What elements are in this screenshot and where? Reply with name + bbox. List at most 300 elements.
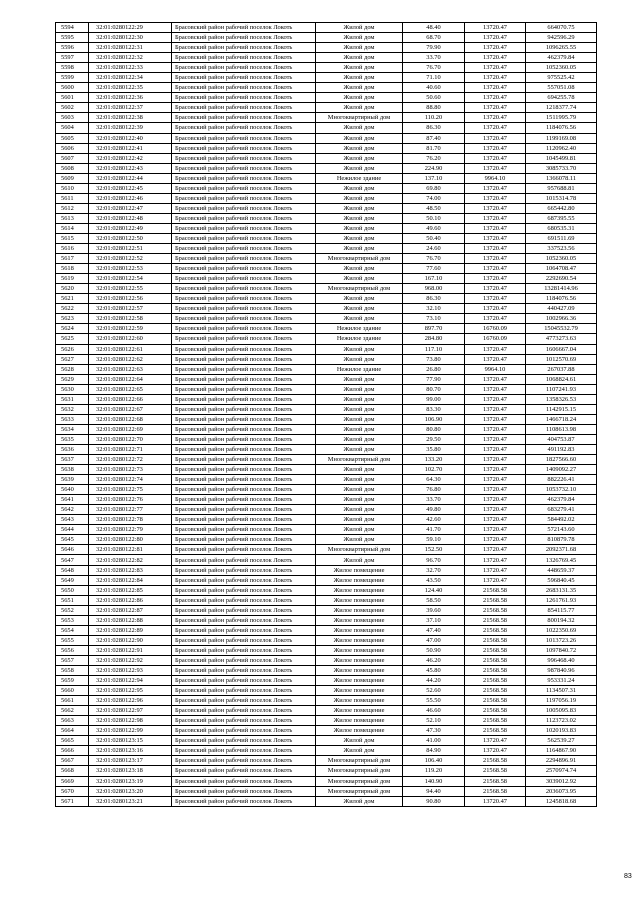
table-row (56, 786, 597, 796)
row-number-cell: 5607 (56, 153, 89, 163)
cadastral-value-cell: 1827566.60 (526, 455, 597, 465)
cadastral-value-cell: 1261761.93 (526, 595, 597, 605)
address-cell: Брасовский район рабочий поселок Локоть (172, 314, 316, 324)
specific-value-cell: 21568.58 (465, 726, 526, 736)
object-type-cell: Жилой дом (316, 374, 403, 384)
table-row (56, 736, 597, 746)
object-type-cell: Жилое помещение (316, 605, 403, 615)
area-cell: 71.10 (403, 73, 465, 83)
table-row (56, 545, 597, 555)
row-number-cell: 5609 (56, 173, 89, 183)
address-cell: Брасовский район рабочий поселок Локоть (172, 424, 316, 434)
specific-value-cell: 13720.47 (465, 244, 526, 254)
row-number-cell: 5669 (56, 776, 89, 786)
specific-value-cell: 13720.47 (465, 213, 526, 223)
area-cell: 50.90 (403, 645, 465, 655)
cadastral-value-cell: 1005095.83 (526, 706, 597, 716)
cadastral-value-cell: 15045532.79 (526, 324, 597, 334)
cadastral-number-cell: 32:01:0280122:98 (89, 716, 172, 726)
row-number-cell: 5613 (56, 213, 89, 223)
cadastral-number-cell: 32:01:0280122:89 (89, 625, 172, 635)
address-cell: Брасовский район рабочий поселок Локоть (172, 655, 316, 665)
specific-value-cell: 13720.47 (465, 414, 526, 424)
area-cell: 80.70 (403, 384, 465, 394)
object-type-cell: Многоквартирный дом (316, 766, 403, 776)
specific-value-cell: 13720.47 (465, 796, 526, 806)
address-cell: Брасовский район рабочий поселок Локоть (172, 404, 316, 414)
area-cell: 40.60 (403, 83, 465, 93)
address-cell: Брасовский район рабочий поселок Локоть (172, 696, 316, 706)
cadastral-value-cell: 584492.02 (526, 515, 597, 525)
row-number-cell: 5615 (56, 233, 89, 243)
cadastral-value-cell: 1045499.81 (526, 153, 597, 163)
row-number-cell: 5604 (56, 123, 89, 133)
specific-value-cell: 13720.47 (465, 73, 526, 83)
area-cell: 39.60 (403, 605, 465, 615)
address-cell: Брасовский район рабочий поселок Локоть (172, 545, 316, 555)
table-row (56, 686, 597, 696)
specific-value-cell: 13720.47 (465, 304, 526, 314)
table-row (56, 746, 597, 756)
cadastral-number-cell: 32:01:0280122:81 (89, 545, 172, 555)
object-type-cell: Жилой дом (316, 495, 403, 505)
specific-value-cell: 21568.58 (465, 696, 526, 706)
table-row (56, 716, 597, 726)
address-cell: Брасовский район рабочий поселок Локоть (172, 716, 316, 726)
object-type-cell: Жилой дом (316, 485, 403, 495)
specific-value-cell: 21568.58 (465, 676, 526, 686)
row-number-cell: 5644 (56, 525, 89, 535)
specific-value-cell: 13720.47 (465, 465, 526, 475)
address-cell: Брасовский район рабочий поселок Локоть (172, 535, 316, 545)
row-number-cell: 5601 (56, 93, 89, 103)
object-type-cell: Жилой дом (316, 525, 403, 535)
cadastral-value-cell: 462379.84 (526, 53, 597, 63)
area-cell: 47.40 (403, 625, 465, 635)
table-row (56, 384, 597, 394)
row-number-cell: 5629 (56, 374, 89, 384)
area-cell: 77.60 (403, 264, 465, 274)
cadastral-number-cell: 32:01:0280123:17 (89, 756, 172, 766)
specific-value-cell: 13720.47 (465, 43, 526, 53)
object-type-cell: Жилой дом (316, 223, 403, 233)
area-cell: 133.20 (403, 455, 465, 465)
cadastral-value-cell: 1022350.69 (526, 625, 597, 635)
row-number-cell: 5643 (56, 515, 89, 525)
table-row (56, 525, 597, 535)
row-number-cell: 5668 (56, 766, 89, 776)
row-number-cell: 5602 (56, 103, 89, 113)
cadastral-number-cell: 32:01:0280122:38 (89, 113, 172, 123)
table-row (56, 756, 597, 766)
cadastral-number-cell: 32:01:0280122:33 (89, 63, 172, 73)
address-cell: Брасовский район рабочий поселок Локоть (172, 575, 316, 585)
address-cell: Брасовский район рабочий поселок Локоть (172, 495, 316, 505)
cadastral-value-cell: 440427.09 (526, 304, 597, 314)
table-row (56, 103, 597, 113)
area-cell: 897.70 (403, 324, 465, 334)
row-number-cell: 5610 (56, 183, 89, 193)
object-type-cell: Жилой дом (316, 465, 403, 475)
object-type-cell: Жилой дом (316, 505, 403, 515)
area-cell: 83.30 (403, 404, 465, 414)
object-type-cell: Жилое помещение (316, 625, 403, 635)
address-cell: Брасовский район рабочий поселок Локоть (172, 83, 316, 93)
cadastral-value-cell: 1052360.05 (526, 63, 597, 73)
cadastral-value-cell: 1002966.36 (526, 314, 597, 324)
cadastral-value-cell: 1134507.31 (526, 686, 597, 696)
table-row (56, 796, 597, 806)
object-type-cell: Жилой дом (316, 33, 403, 43)
cadastral-value-cell: 1053732.10 (526, 485, 597, 495)
area-cell: 76.70 (403, 254, 465, 264)
area-cell: 80.80 (403, 424, 465, 434)
table-row (56, 465, 597, 475)
cadastral-value-cell: 1199169.08 (526, 133, 597, 143)
object-type-cell: Жилой дом (316, 746, 403, 756)
cadastral-number-cell: 32:01:0280122:59 (89, 324, 172, 334)
cadastral-value-cell: 462379.84 (526, 495, 597, 505)
cadastral-value-cell: 337523.56 (526, 244, 597, 254)
cadastral-number-cell: 32:01:0280122:78 (89, 515, 172, 525)
object-type-cell: Жилой дом (316, 244, 403, 254)
cadastral-value-cell: 1606667.04 (526, 344, 597, 354)
object-type-cell: Жилое помещение (316, 716, 403, 726)
object-type-cell: Жилой дом (316, 93, 403, 103)
row-number-cell: 5627 (56, 354, 89, 364)
table-row (56, 23, 597, 33)
cadastral-value-cell: 1107241.93 (526, 384, 597, 394)
area-cell: 84.90 (403, 746, 465, 756)
cadastral-number-cell: 32:01:0280123:21 (89, 796, 172, 806)
cadastral-number-cell: 32:01:0280122:96 (89, 696, 172, 706)
cadastral-number-cell: 32:01:0280122:32 (89, 53, 172, 63)
area-cell: 284.80 (403, 334, 465, 344)
cadastral-number-cell: 32:01:0280123:16 (89, 746, 172, 756)
address-cell: Брасовский район рабочий поселок Локоть (172, 645, 316, 655)
cadastral-number-cell: 32:01:0280123:15 (89, 736, 172, 746)
object-type-cell: Многоквартирный дом (316, 786, 403, 796)
address-cell: Брасовский район рабочий поселок Локоть (172, 93, 316, 103)
row-number-cell: 5631 (56, 394, 89, 404)
object-type-cell: Жилой дом (316, 203, 403, 213)
table-row (56, 766, 597, 776)
area-cell: 50.40 (403, 233, 465, 243)
row-number-cell: 5626 (56, 344, 89, 354)
cadastral-number-cell: 32:01:0280122:34 (89, 73, 172, 83)
table-row (56, 143, 597, 153)
address-cell: Брасовский район рабочий поселок Локоть (172, 394, 316, 404)
address-cell: Брасовский район рабочий поселок Локоть (172, 153, 316, 163)
area-cell: 43.50 (403, 575, 465, 585)
cadastral-value-cell: 2292690.54 (526, 274, 597, 284)
cadastral-number-cell: 32:01:0280122:99 (89, 726, 172, 736)
table-row (56, 53, 597, 63)
row-number-cell: 5636 (56, 444, 89, 454)
row-number-cell: 5600 (56, 83, 89, 93)
object-type-cell: Многоквартирный дом (316, 254, 403, 264)
area-cell: 90.80 (403, 796, 465, 806)
table-row (56, 163, 597, 173)
cadastral-value-cell: 1097840.72 (526, 645, 597, 655)
cadastral-value-cell: 3085733.70 (526, 163, 597, 173)
cadastral-value-cell: 448659.37 (526, 565, 597, 575)
object-type-cell: Жилой дом (316, 394, 403, 404)
address-cell: Брасовский район рабочий поселок Локоть (172, 615, 316, 625)
address-cell: Брасовский район рабочий поселок Локоть (172, 525, 316, 535)
cadastral-number-cell: 32:01:0280122:53 (89, 264, 172, 274)
area-cell: 81.70 (403, 143, 465, 153)
row-number-cell: 5640 (56, 485, 89, 495)
address-cell: Брасовский район рабочий поселок Локоть (172, 354, 316, 364)
cadastral-value-cell: 687395.55 (526, 213, 597, 223)
table-row (56, 595, 597, 605)
area-cell: 96.70 (403, 555, 465, 565)
address-cell: Брасовский район рабочий поселок Локоть (172, 364, 316, 374)
row-number-cell: 5605 (56, 133, 89, 143)
area-cell: 47.30 (403, 726, 465, 736)
cadastral-number-cell: 32:01:0280122:51 (89, 244, 172, 254)
table-row (56, 203, 597, 213)
specific-value-cell: 21568.58 (465, 766, 526, 776)
address-cell: Брасовский район рабочий поселок Локоть (172, 776, 316, 786)
area-cell: 88.80 (403, 103, 465, 113)
address-cell: Брасовский район рабочий поселок Локоть (172, 223, 316, 233)
address-cell: Брасовский район рабочий поселок Локоть (172, 686, 316, 696)
row-number-cell: 5594 (56, 23, 89, 33)
cadastral-value-cell: 13281414.96 (526, 284, 597, 294)
cadastral-number-cell: 32:01:0280122:88 (89, 615, 172, 625)
object-type-cell: Нежилое здание (316, 364, 403, 374)
cadastral-value-cell: 1064708.47 (526, 264, 597, 274)
area-cell: 76.20 (403, 153, 465, 163)
row-number-cell: 5647 (56, 555, 89, 565)
cadastral-value-cell: 854115.77 (526, 605, 597, 615)
specific-value-cell: 21568.58 (465, 645, 526, 655)
cadastral-number-cell: 32:01:0280122:30 (89, 33, 172, 43)
object-type-cell: Жилой дом (316, 294, 403, 304)
object-type-cell: Жилой дом (316, 53, 403, 63)
address-cell: Брасовский район рабочий поселок Локоть (172, 434, 316, 444)
address-cell: Брасовский район рабочий поселок Локоть (172, 244, 316, 254)
row-number-cell: 5597 (56, 53, 89, 63)
address-cell: Брасовский район рабочий поселок Локоть (172, 605, 316, 615)
table-row (56, 565, 597, 575)
area-cell: 58.50 (403, 595, 465, 605)
address-cell: Брасовский район рабочий поселок Локоть (172, 465, 316, 475)
specific-value-cell: 13720.47 (465, 565, 526, 575)
cadastral-number-cell: 32:01:0280122:94 (89, 676, 172, 686)
cadastral-value-cell: 1120962.40 (526, 143, 597, 153)
object-type-cell: Многоквартирный дом (316, 776, 403, 786)
row-number-cell: 5641 (56, 495, 89, 505)
cadastral-value-cell: 664070.75 (526, 23, 597, 33)
specific-value-cell: 21568.58 (465, 595, 526, 605)
table-row (56, 93, 597, 103)
object-type-cell: Жилой дом (316, 444, 403, 454)
cadastral-number-cell: 32:01:0280122:91 (89, 645, 172, 655)
cadastral-number-cell: 32:01:0280122:93 (89, 666, 172, 676)
cadastral-value-cell: 1108613.98 (526, 424, 597, 434)
area-cell: 87.40 (403, 133, 465, 143)
address-cell: Брасовский район рабочий поселок Локоть (172, 113, 316, 123)
cadastral-number-cell: 32:01:0280122:56 (89, 294, 172, 304)
specific-value-cell: 9964.10 (465, 173, 526, 183)
specific-value-cell: 13720.47 (465, 33, 526, 43)
cadastral-number-cell: 32:01:0280122:44 (89, 173, 172, 183)
row-number-cell: 5654 (56, 625, 89, 635)
specific-value-cell: 13720.47 (465, 254, 526, 264)
cadastral-value-cell: 2294896.91 (526, 756, 597, 766)
object-type-cell: Жилое помещение (316, 575, 403, 585)
table-row (56, 344, 597, 354)
table-row (56, 73, 597, 83)
object-type-cell: Жилой дом (316, 414, 403, 424)
table-row (56, 575, 597, 585)
cadastral-number-cell: 32:01:0280122:95 (89, 686, 172, 696)
table-row (56, 153, 597, 163)
address-cell: Брасовский район рабочий поселок Локоть (172, 344, 316, 354)
row-number-cell: 5608 (56, 163, 89, 173)
address-cell: Брасовский район рабочий поселок Локоть (172, 736, 316, 746)
row-number-cell: 5661 (56, 696, 89, 706)
row-number-cell: 5614 (56, 223, 89, 233)
specific-value-cell: 13720.47 (465, 475, 526, 485)
specific-value-cell: 13720.47 (465, 153, 526, 163)
address-cell: Брасовский район рабочий поселок Локоть (172, 746, 316, 756)
object-type-cell: Жилое помещение (316, 635, 403, 645)
cadastral-value-cell: 680535.31 (526, 223, 597, 233)
cadastral-number-cell: 32:01:0280122:43 (89, 163, 172, 173)
table-row (56, 244, 597, 254)
table-row (56, 434, 597, 444)
cadastral-number-cell: 32:01:0280122:47 (89, 203, 172, 213)
specific-value-cell: 13720.47 (465, 63, 526, 73)
row-number-cell: 5652 (56, 605, 89, 615)
specific-value-cell: 21568.58 (465, 776, 526, 786)
table-row (56, 535, 597, 545)
row-number-cell: 5646 (56, 545, 89, 555)
table-row (56, 676, 597, 686)
area-cell: 44.20 (403, 676, 465, 686)
table-row (56, 173, 597, 183)
specific-value-cell: 13720.47 (465, 113, 526, 123)
row-number-cell: 5659 (56, 676, 89, 686)
area-cell: 79.90 (403, 43, 465, 53)
cadastral-number-cell: 32:01:0280122:62 (89, 354, 172, 364)
cadastral-value-cell: 404753.87 (526, 434, 597, 444)
specific-value-cell: 13720.47 (465, 193, 526, 203)
row-number-cell: 5642 (56, 505, 89, 515)
cadastral-number-cell: 32:01:0280123:19 (89, 776, 172, 786)
object-type-cell: Многоквартирный дом (316, 455, 403, 465)
specific-value-cell: 13720.47 (465, 525, 526, 535)
cadastral-number-cell: 32:01:0280122:75 (89, 485, 172, 495)
specific-value-cell: 13720.47 (465, 455, 526, 465)
row-number-cell: 5632 (56, 404, 89, 414)
cadastral-number-cell: 32:01:0280122:45 (89, 183, 172, 193)
cadastral-number-cell: 32:01:0280122:87 (89, 605, 172, 615)
row-number-cell: 5625 (56, 334, 89, 344)
table-row (56, 515, 597, 525)
specific-value-cell: 13720.47 (465, 535, 526, 545)
cadastral-value-cell: 1012570.69 (526, 354, 597, 364)
row-number-cell: 5650 (56, 585, 89, 595)
object-type-cell: Жилой дом (316, 535, 403, 545)
table-row (56, 274, 597, 284)
table-row (56, 284, 597, 294)
row-number-cell: 5612 (56, 203, 89, 213)
cadastral-number-cell: 32:01:0280122:65 (89, 384, 172, 394)
cadastral-value-cell: 694255.78 (526, 93, 597, 103)
cadastral-number-cell: 32:01:0280122:50 (89, 233, 172, 243)
cadastral-value-cell: 572143.60 (526, 525, 597, 535)
cadastral-value-cell: 3039012.92 (526, 776, 597, 786)
area-cell: 106.90 (403, 414, 465, 424)
cadastral-number-cell: 32:01:0280122:41 (89, 143, 172, 153)
address-cell: Брасовский район рабочий поселок Локоть (172, 515, 316, 525)
specific-value-cell: 13720.47 (465, 505, 526, 515)
row-number-cell: 5596 (56, 43, 89, 53)
specific-value-cell: 21568.58 (465, 756, 526, 766)
object-type-cell: Жилой дом (316, 354, 403, 364)
area-cell: 124.40 (403, 585, 465, 595)
area-cell: 42.60 (403, 515, 465, 525)
cadastral-value-cell: 665442.80 (526, 203, 597, 213)
specific-value-cell: 21568.58 (465, 666, 526, 676)
specific-value-cell: 13720.47 (465, 354, 526, 364)
table-row (56, 726, 597, 736)
area-cell: 35.80 (403, 444, 465, 454)
row-number-cell: 5651 (56, 595, 89, 605)
address-cell: Брасовский район рабочий поселок Локоть (172, 726, 316, 736)
specific-value-cell: 13720.47 (465, 123, 526, 133)
area-cell: 29.50 (403, 434, 465, 444)
cadastral-value-cell: 562539.27 (526, 736, 597, 746)
specific-value-cell: 13720.47 (465, 163, 526, 173)
row-number-cell: 5621 (56, 294, 89, 304)
row-number-cell: 5635 (56, 434, 89, 444)
address-cell: Брасовский район рабочий поселок Локоть (172, 334, 316, 344)
area-cell: 41.00 (403, 736, 465, 746)
cadastral-value-cell: 953331.24 (526, 676, 597, 686)
cadastral-number-cell: 32:01:0280122:74 (89, 475, 172, 485)
cadastral-value-cell: 596840.45 (526, 575, 597, 585)
table-row (56, 615, 597, 625)
address-cell: Брасовский район рабочий поселок Локоть (172, 625, 316, 635)
object-type-cell: Жилой дом (316, 384, 403, 394)
table-row (56, 666, 597, 676)
cadastral-value-cell: 1015314.78 (526, 193, 597, 203)
table-row (56, 585, 597, 595)
address-cell: Брасовский район рабочий поселок Локоть (172, 133, 316, 143)
row-number-cell: 5624 (56, 324, 89, 334)
cadastral-number-cell: 32:01:0280122:76 (89, 495, 172, 505)
address-cell: Брасовский район рабочий поселок Локоть (172, 565, 316, 575)
cadastral-value-cell: 1096265.55 (526, 43, 597, 53)
object-type-cell: Жилое помещение (316, 645, 403, 655)
object-type-cell: Жилой дом (316, 103, 403, 113)
specific-value-cell: 13720.47 (465, 555, 526, 565)
object-type-cell: Жилой дом (316, 475, 403, 485)
row-number-cell: 5664 (56, 726, 89, 736)
area-cell: 46.60 (403, 706, 465, 716)
cadastral-value-cell: 996468.40 (526, 655, 597, 665)
table-row (56, 63, 597, 73)
specific-value-cell: 13720.47 (465, 264, 526, 274)
address-cell: Брасовский район рабочий поселок Локоть (172, 284, 316, 294)
cadastral-number-cell: 32:01:0280122:29 (89, 23, 172, 33)
